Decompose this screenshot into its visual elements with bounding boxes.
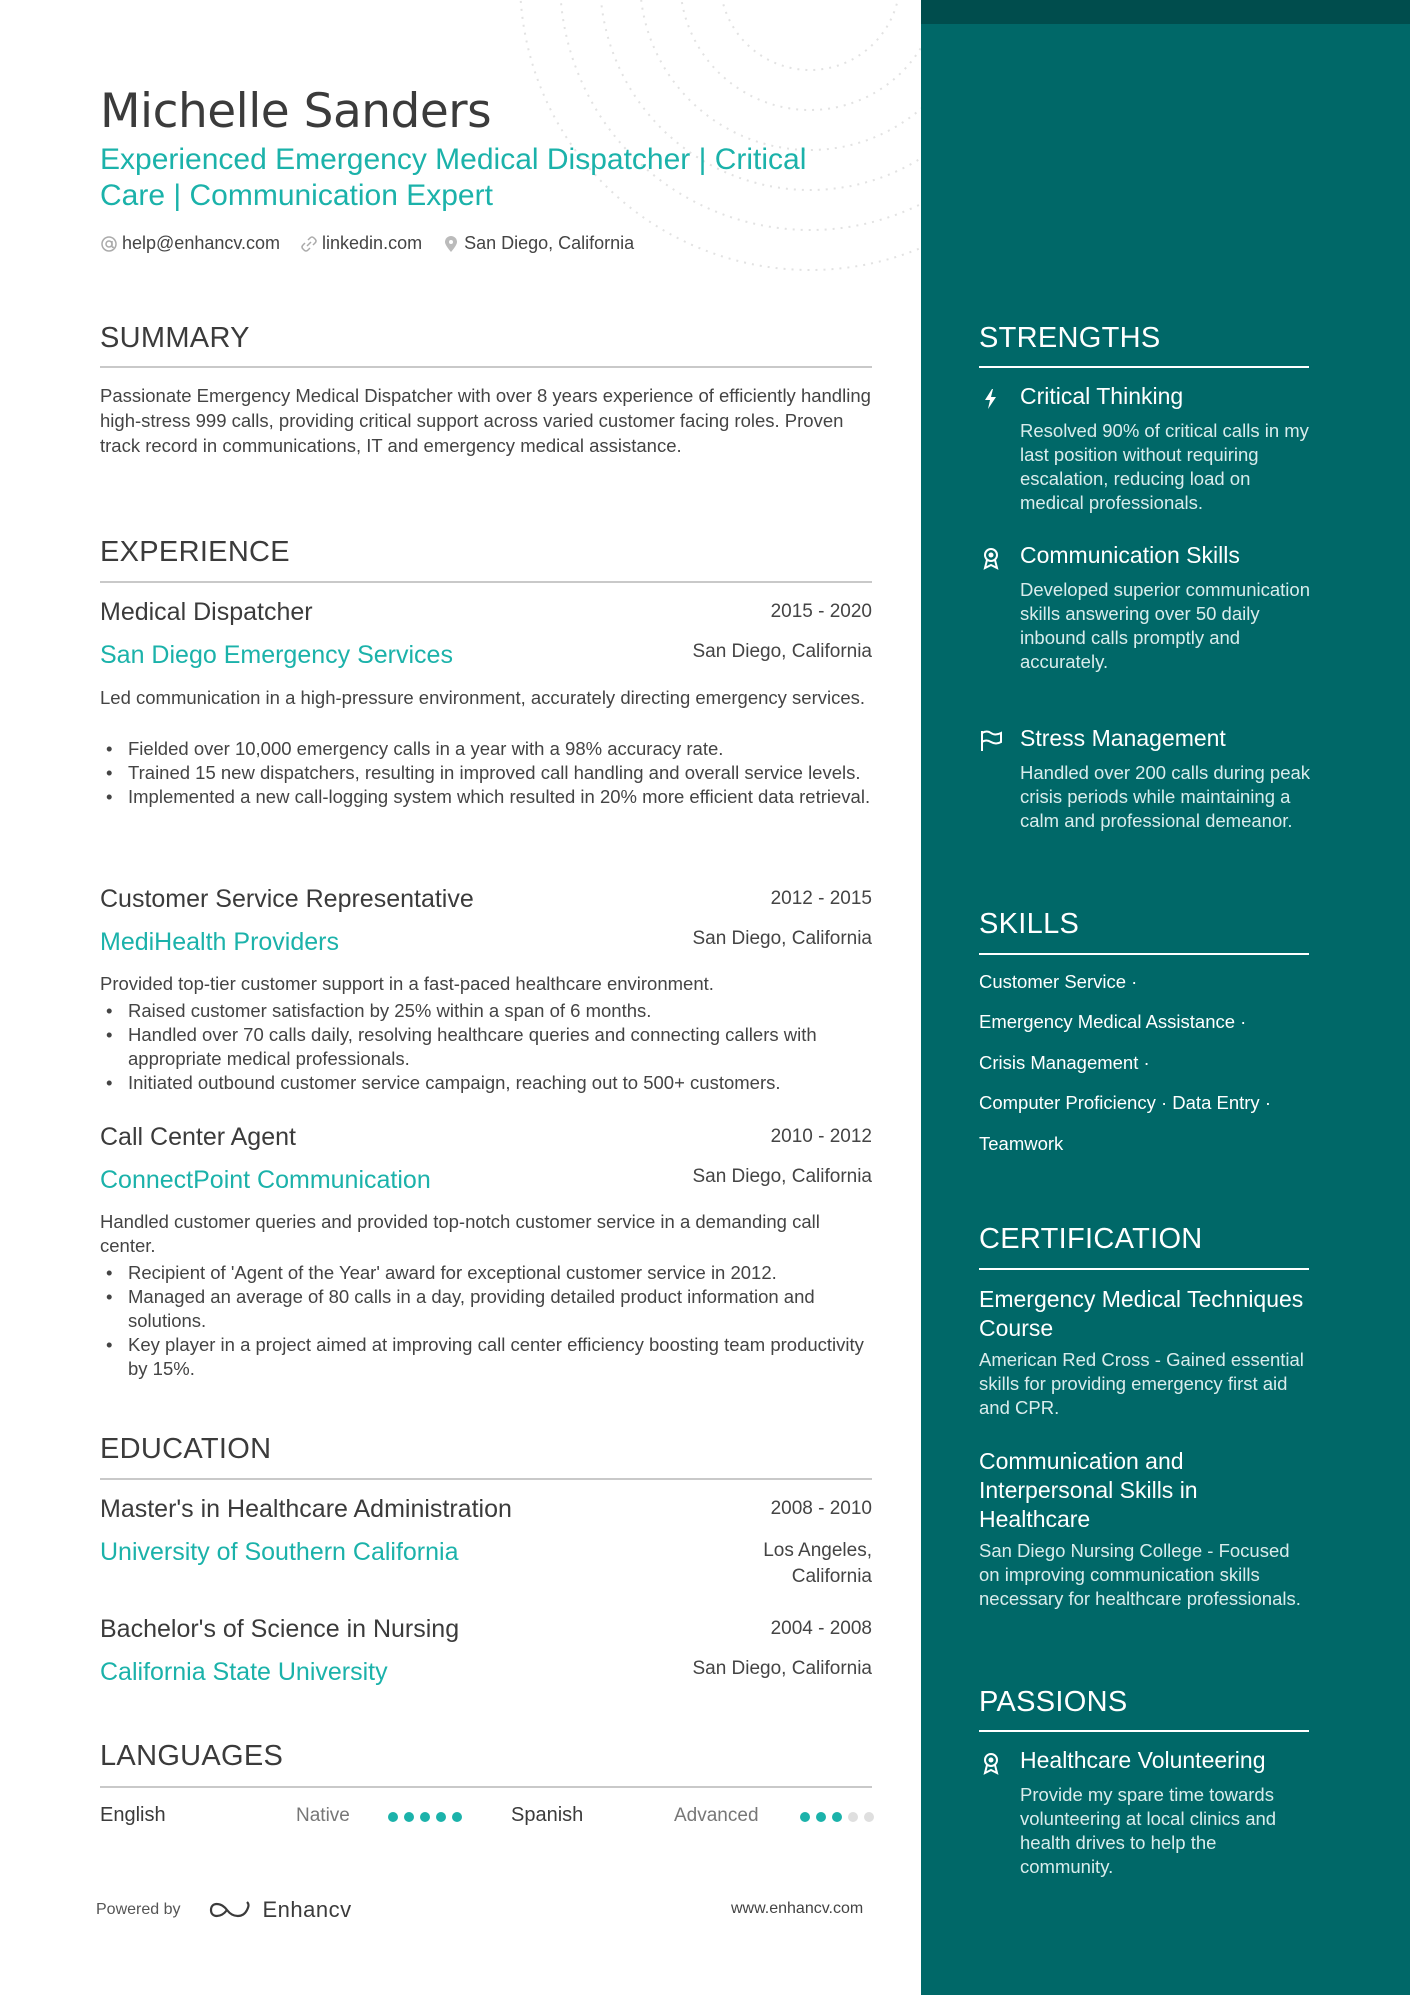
- candidate-title: Experienced Emergency Medical Dispatcher | Critical Care | Communication Expert: [100, 143, 807, 212]
- job-dates: 2012 - 2015: [770, 888, 872, 909]
- certification-rule: [979, 1268, 1309, 1270]
- rating-dot-filled: [816, 1812, 826, 1822]
- language-name: Spanish: [511, 1804, 584, 1826]
- enhancv-brand[interactable]: [207, 1897, 352, 1923]
- education-rule: [100, 1478, 872, 1480]
- job-description: Led communication in a high-pressure environment, accurately directing emergency services.: [100, 687, 866, 708]
- passions-heading: PASSIONS: [979, 1686, 1128, 1718]
- cert-title: Emergency Medical Techniques Course: [979, 1286, 1304, 1341]
- language-rating: [800, 1812, 874, 1822]
- edu-location: [763, 1538, 872, 1590]
- experience-rule: [100, 581, 872, 583]
- job-bullet: • Fielded over 10,000 emergency calls in a year with a 98% accuracy rate.: [100, 737, 872, 761]
- languages-rule: [100, 1786, 872, 1788]
- job-title: Medical Dispatcher: [100, 598, 313, 626]
- enhancv-logo-icon: [207, 1898, 255, 1922]
- candidate-name: Michelle Sanders: [100, 84, 492, 139]
- footer-powered: [96, 1897, 352, 1923]
- rating-dot-filled: [452, 1812, 462, 1822]
- strength-desc: Handled over 200 calls during peak crisis periods while maintaining a calm and professional demeanor.: [1020, 762, 1311, 831]
- passions-rule: [979, 1730, 1309, 1732]
- strengths-rule: [979, 366, 1309, 368]
- skills-rule: [979, 953, 1309, 955]
- language-rating: [388, 1812, 462, 1822]
- cert-desc: American Red Cross - Gained essential skills for providing emergency first aid and CPR.: [979, 1349, 1304, 1418]
- strength-desc: Developed superior communication skills answering over 50 daily inbound calls promptly and accurately.: [1020, 579, 1310, 672]
- skill-line: Computer Proficiency · Data Entry ·: [979, 1092, 1271, 1113]
- job-dates: 2010 - 2012: [770, 1126, 872, 1147]
- edu-dates: 2008 - 2010: [770, 1498, 872, 1519]
- contact-location-text: San Diego, California: [464, 233, 635, 253]
- job-location: San Diego, California: [692, 928, 872, 949]
- job-bullets: [100, 999, 872, 1095]
- powered-by-label: Powered by: [96, 1901, 181, 1918]
- rating-dot-empty: [848, 1812, 858, 1822]
- lightning-icon: [979, 387, 1003, 411]
- job-description: Provided top-tier customer support in a fast-paced healthcare environment.: [100, 973, 714, 994]
- passion-desc: Provide my spare time towards volunteering at local clinics and health drives to help the community.: [1020, 1784, 1277, 1877]
- job-org: MediHealth Providers: [100, 928, 339, 956]
- job-location: San Diego, California: [692, 641, 872, 662]
- edu-dates: 2004 - 2008: [770, 1618, 872, 1639]
- edu-school: University of Southern California: [100, 1538, 459, 1566]
- sidebar-content: [979, 0, 1309, 1995]
- award-ribbon-icon: [979, 1751, 1003, 1775]
- summary-heading: SUMMARY: [100, 322, 250, 354]
- link-icon: [300, 235, 318, 253]
- rating-dot-filled: [436, 1812, 446, 1822]
- rating-dot-filled: [832, 1812, 842, 1822]
- language-name: English: [100, 1804, 166, 1826]
- job-bullets: [100, 1261, 872, 1381]
- education-heading: EDUCATION: [100, 1433, 272, 1465]
- contact-location: [442, 233, 634, 254]
- job-org: San Diego Emergency Services: [100, 641, 453, 669]
- job-location: San Diego, California: [692, 1166, 872, 1187]
- contact-bar: [100, 233, 634, 254]
- cert-desc: San Diego Nursing College - Focused on improving communication skills necessary for healthcare professionals.: [979, 1540, 1301, 1609]
- job-title: Call Center Agent: [100, 1123, 296, 1151]
- cert-title: Communication and Interpersonal Skills in Healthcare: [979, 1448, 1198, 1532]
- strength-title: Communication Skills: [1020, 542, 1240, 568]
- enhancv-brand-text: Enhancv: [262, 1897, 352, 1922]
- job-bullet: • Handled over 70 calls daily, resolving healthcare queries and connecting callers with appropriate medical professionals.: [100, 1023, 872, 1071]
- languages-heading: LANGUAGES: [100, 1740, 284, 1772]
- skill-line: Teamwork: [979, 1133, 1064, 1154]
- job-bullet: • Trained 15 new dispatchers, resulting in improved call handling and overall service levels.: [100, 761, 872, 785]
- at-icon: [100, 235, 118, 253]
- language-level: Native: [296, 1805, 350, 1826]
- location-pin-icon: [442, 235, 460, 253]
- edu-location-line: Los Angeles,: [763, 1540, 872, 1561]
- job-bullet: • Key player in a project aimed at improving call center efficiency boosting team productivity by 15%.: [100, 1333, 872, 1381]
- job-description: Handled customer queries and provided top-notch customer service in a demanding call center.: [100, 1211, 820, 1256]
- strength-desc: Resolved 90% of critical calls in my last position without requiring escalation, reducing load on medical professionals.: [1020, 420, 1309, 513]
- rating-dot-filled: [800, 1812, 810, 1822]
- certification-heading: CERTIFICATION: [979, 1223, 1203, 1255]
- languages-row: [100, 1804, 872, 1834]
- summary-text: Passionate Emergency Medical Dispatcher with over 8 years experience of efficiently handling high-stress 999 calls, providing critical support across varied customer facing roles. Proven track record in communications, IT and emergency medical assistance.: [100, 385, 871, 456]
- skills-heading: SKILLS: [979, 908, 1080, 940]
- edu-school: California State University: [100, 1658, 388, 1686]
- job-org: ConnectPoint Communication: [100, 1166, 431, 1194]
- strength-title: Critical Thinking: [1020, 383, 1184, 409]
- rating-dot-filled: [420, 1812, 430, 1822]
- summary-rule: [100, 366, 872, 368]
- job-bullet: • Initiated outbound customer service campaign, reaching out to 500+ customers.: [100, 1071, 872, 1095]
- contact-email-text: help@enhancv.com: [122, 233, 281, 253]
- job-bullet: • Recipient of 'Agent of the Year' award for exceptional customer service in 2012.: [100, 1261, 872, 1285]
- contact-email[interactable]: [100, 233, 280, 254]
- edu-location: San Diego, California: [692, 1658, 872, 1679]
- job-title: Customer Service Representative: [100, 885, 474, 913]
- edu-location-line: California: [791, 1566, 872, 1587]
- rating-dot-filled: [404, 1812, 414, 1822]
- language-level: Advanced: [674, 1805, 759, 1826]
- job-bullet: • Raised customer satisfaction by 25% within a span of 6 months.: [100, 999, 872, 1023]
- rating-dot-empty: [864, 1812, 874, 1822]
- job-dates: 2015 - 2020: [770, 601, 872, 622]
- job-bullet: • Managed an average of 80 calls in a day, providing detailed product information and solutions.: [100, 1285, 872, 1333]
- contact-linkedin[interactable]: [300, 233, 422, 254]
- edu-degree: Bachelor's of Science in Nursing: [100, 1615, 460, 1643]
- passion-title: Healthcare Volunteering: [1020, 1747, 1266, 1773]
- job-bullets: [100, 737, 872, 809]
- strength-title: Stress Management: [1020, 725, 1226, 751]
- skill-line: Customer Service ·: [979, 971, 1138, 992]
- experience-heading: EXPERIENCE: [100, 536, 290, 568]
- skill-line: Crisis Management ·: [979, 1052, 1150, 1073]
- rating-dot-filled: [388, 1812, 398, 1822]
- footer-website[interactable]: www.enhancv.com: [731, 1900, 864, 1917]
- skill-line: Emergency Medical Assistance ·: [979, 1011, 1247, 1032]
- strengths-heading: STRENGTHS: [979, 322, 1161, 354]
- flag-icon: [979, 729, 1003, 753]
- edu-degree: Master's in Healthcare Administration: [100, 1495, 512, 1523]
- award-ribbon-icon: [979, 546, 1003, 570]
- contact-linkedin-text: linkedin.com: [322, 233, 423, 253]
- job-bullet: • Implemented a new call-logging system which resulted in 20% more efficient data retrieval.: [100, 785, 872, 809]
